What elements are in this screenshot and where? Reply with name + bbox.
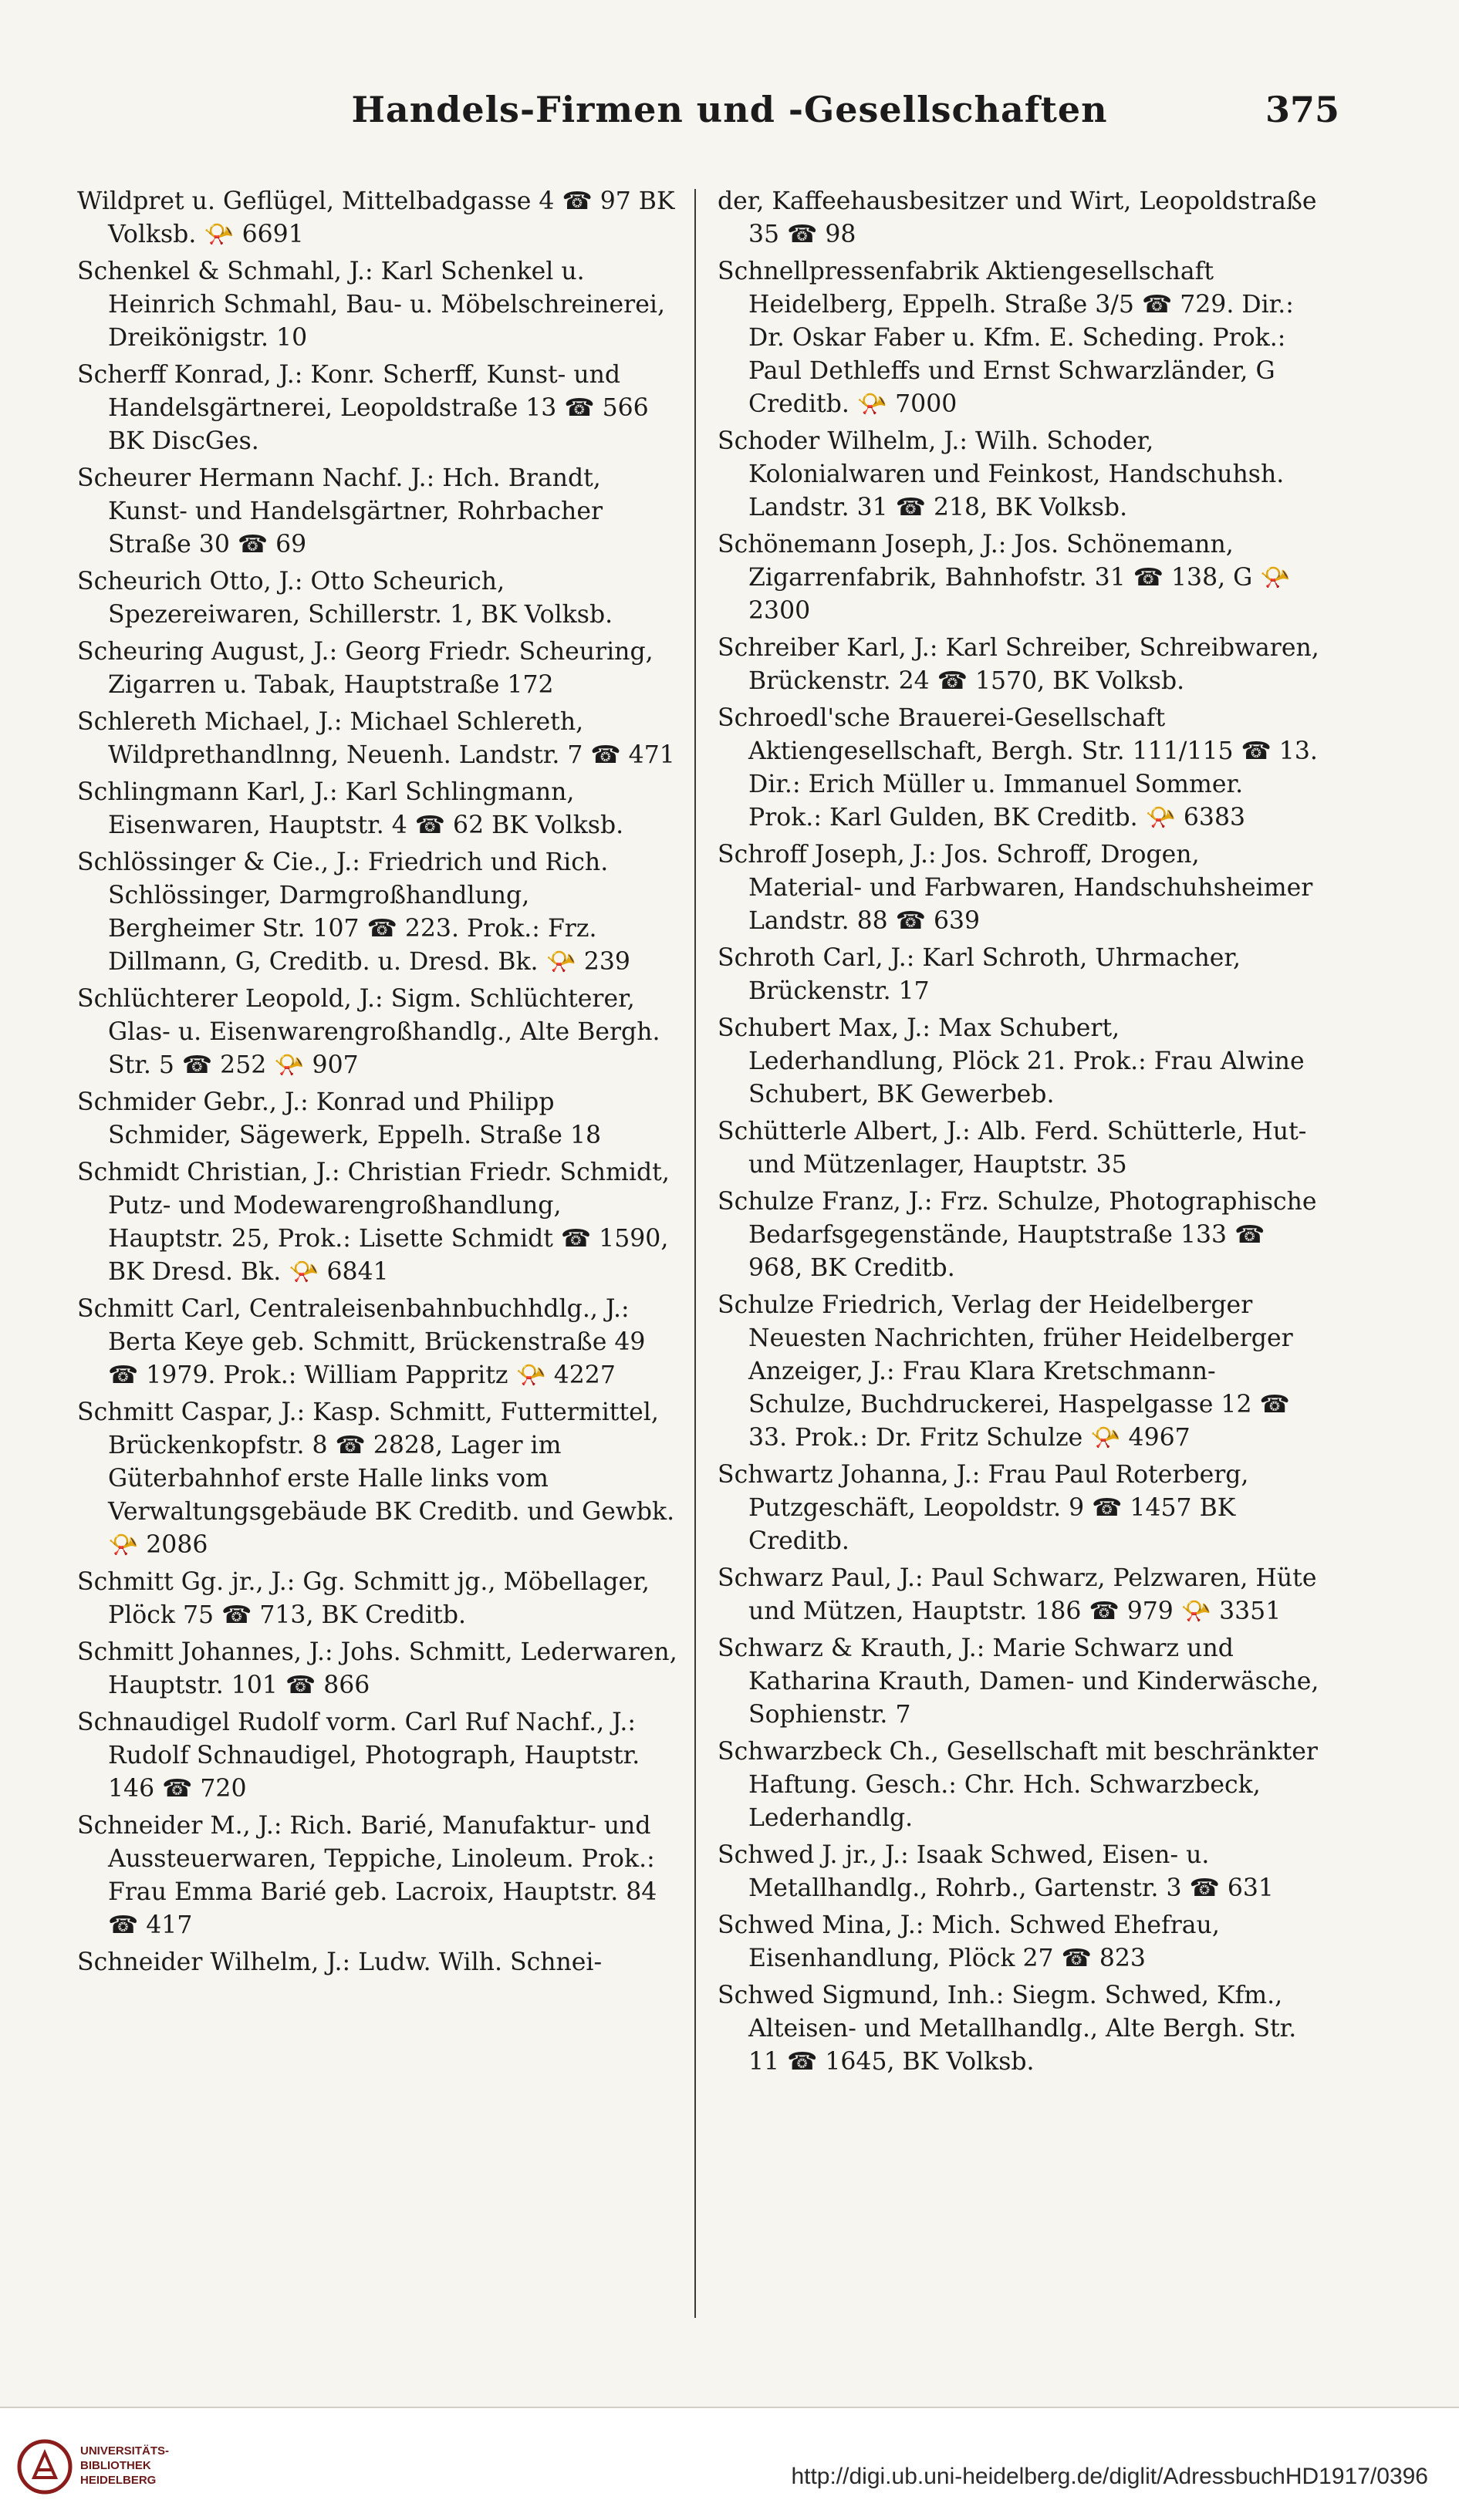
directory-entry: Schütterle Albert, J.: Alb. Ferd. Schütterle, Hut- und Mützenlager, Hauptstr. 35 (718, 1118, 1307, 1179)
directory-entry: Schreiber Karl, J.: Karl Schreiber, Schreibwaren, Brückenstr. 24 ☎ 1570, BK Volksb. (718, 634, 1319, 695)
directory-entry: Schönemann Joseph, J.: Jos. Schönemann, Zigarrenfabrik, Bahnhofstr. 31 ☎ 138, G 📯 2300 (718, 531, 1291, 625)
directory-entry: Wildpret u. Geflügel, Mittelbadgasse 4 ☎ 97 BK Volksb. 📯 6691 (77, 187, 675, 248)
directory-entry: Schwed Sigmund, Inh.: Siegm. Schwed, Kfm., Alteisen- und Metallhandlg., Alte Bergh. Str. 11 ☎ 1645, BK Volksb. (718, 1982, 1297, 2076)
directory-entry: Scherff Konrad, J.: Konr. Scherff, Kunst- und Handelsgärtnerei, Leopoldstraße 13 ☎ 566 BK DiscGes. (77, 361, 649, 455)
directory-entry: Schenkel & Schmahl, J.: Karl Schenkel u. Heinrich Schmahl, Bau- u. Möbelschreinerei, Dreikönigstr. 10 (77, 258, 665, 352)
library-logo[interactable] (17, 2439, 187, 2501)
library-name (80, 2444, 169, 2488)
directory-entry: Scheurich Otto, J.: Otto Scheurich, Spezereiwaren, Schillerstr. 1, BK Volksb. (77, 568, 613, 629)
source-url-link[interactable]: http://digi.ub.uni-heidelberg.de/diglit/AdressbuchHD1917/0396 (791, 2464, 1428, 2489)
directory-entry: Schmitt Johannes, J.: Johs. Schmitt, Lederwaren, Hauptstr. 101 ☎ 866 (77, 1638, 677, 1699)
directory-entry: Schlereth Michael, J.: Michael Schlereth, Wildprethandlnng, Neuenh. Landstr. 7 ☎ 471 (77, 708, 675, 769)
directory-entry: Schulze Franz, J.: Frz. Schulze, Photographische Bedarfsgegenstände, Hauptstraße 133 ☎ 968, BK Creditb. (718, 1188, 1317, 1282)
directory-entry: Schoder Wilhelm, J.: Wilh. Schoder, Kolonialwaren und Feinkost, Handschuhsh. Landstr. 31 ☎ 218, BK Volksb. (718, 427, 1285, 521)
directory-entry: Schroedl'sche Brauerei-Gesellschaft Aktiengesellschaft, Bergh. Str. 111/115 ☎ 13. Dir.: Erich Müller u. Immanuel Sommer. Prok.: Karl Gulden, BK Creditb. 📯 6383 (718, 704, 1318, 832)
directory-entry: Schneider Wilhelm, J.: Ludw. Wilh. Schnei- (77, 1948, 603, 1976)
left-column (77, 185, 679, 2322)
page-title: Handels-Firmen und -Gesellschaften (351, 89, 1108, 130)
page-header (0, 81, 1459, 150)
directory-entry: Schroth Carl, J.: Karl Schroth, Uhrmacher, Brückenstr. 17 (718, 944, 1241, 1005)
directory-entry: Schwarz Paul, J.: Paul Schwarz, Pelzwaren, Hüte und Mützen, Hauptstr. 186 ☎ 979 📯 3351 (718, 1564, 1317, 1625)
directory-entry: Schroff Joseph, J.: Jos. Schroff, Drogen, Material- und Farbwaren, Handschuhsheimer Landstr. 88 ☎ 639 (718, 841, 1313, 935)
directory-entry: Schmitt Gg. jr., J.: Gg. Schmitt jg., Möbellager, Plöck 75 ☎ 713, BK Creditb. (77, 1568, 650, 1629)
directory-entry: Schmitt Caspar, J.: Kasp. Schmitt, Futtermittel, Brückenkopfstr. 8 ☎ 2828, Lager im Güterbahnhof erste Halle links vom Verwaltungsgebäude BK Creditb. und Gewbk. 📯 2086 (77, 1398, 675, 1559)
directory-entry: Schlingmann Karl, J.: Karl Schlingmann, Eisenwaren, Hauptstr. 4 ☎ 62 BK Volksb. (77, 778, 624, 839)
directory-entry: Schmitt Carl, Centraleisenbahnbuchhdlg., J.: Berta Keye geb. Schmitt, Brückenstraße 49 ☎ 1979. Prok.: William Pappritz 📯 4227 (77, 1295, 646, 1389)
directory-entry: Schwarz & Krauth, J.: Marie Schwarz und Katharina Krauth, Damen- und Kinderwäsche, Sophienstr. 7 (718, 1634, 1319, 1729)
directory-entry: Schneider M., J.: Rich. Barié, Manufaktur- und Aussteuerwaren, Teppiche, Linoleum. Prok.: Frau Emma Barié geb. Lacroix, Hauptstr. 84 ☎ 417 (77, 1812, 657, 1939)
directory-entry: Schlössinger & Cie., J.: Friedrich und Rich. Schlössinger, Darmgroßhandlung, Bergheimer Str. 107 ☎ 223. Prok.: Frz. Dillmann, G, Creditb. u. Dresd. Bk. 📯 239 (77, 848, 630, 976)
directory-entry: Scheurer Hermann Nachf. J.: Hch. Brandt, Kunst- und Handelsgärtner, Rohrbacher Straße 30 ☎ 69 (77, 464, 603, 558)
directory-entry: Schwed J. jr., J.: Isaak Schwed, Eisen- u. Metallhandlg., Rohrb., Gartenstr. 3 ☎ 631 (718, 1841, 1274, 1902)
directory-entry: Schnellpressenfabrik Aktiengesellschaft Heidelberg, Eppelh. Straße 3/5 ☎ 729. Dir.: Dr. Oskar Faber u. Kfm. E. Scheding. Prok.: Paul Dethleffs und Ernst Schwarzländer, G Creditb. 📯 7000 (718, 258, 1294, 418)
directory-entry: Schnaudigel Rudolf vorm. Carl Ruf Nachf., J.: Rudolf Schnaudigel, Photograph, Hauptstr. 146 ☎ 720 (77, 1709, 640, 1803)
library-name-line: HEIDELBERG (80, 2474, 157, 2487)
directory-entry: Schwartz Johanna, J.: Frau Paul Roterberg, Putzgeschäft, Leopoldstr. 9 ☎ 1457 BK Creditb. (718, 1461, 1249, 1555)
library-name-line: BIBLIOTHEK (80, 2459, 151, 2472)
directory-entry: Schmider Gebr., J.: Konrad und Philipp Schmider, Sägewerk, Eppelh. Straße 18 (77, 1088, 602, 1149)
directory-entry: Schlüchterer Leopold, J.: Sigm. Schlüchterer, Glas- u. Eisenwarengroßhandlg., Alte Bergh. Str. 5 ☎ 252 📯 907 (77, 985, 660, 1079)
directory-entry: Schmidt Christian, J.: Christian Friedr. Schmidt, Putz- und Modewarengroßhandlung, Hauptstr. 25, Prok.: Lisette Schmidt ☎ 1590, BK Dresd. Bk. 📯 6841 (77, 1159, 670, 1286)
column-divider (694, 189, 696, 2318)
right-column (718, 185, 1319, 2322)
directory-entry: Schubert Max, J.: Max Schubert, Lederhandlung, Plöck 21. Prok.: Frau Alwine Schubert, BK Gewerbeb. (718, 1014, 1305, 1108)
library-seal-icon (17, 2439, 73, 2495)
library-name-line: UNIVERSITÄTS- (80, 2444, 170, 2458)
page-number: 375 (1265, 89, 1339, 130)
directory-entry: Schwed Mina, J.: Mich. Schwed Ehefrau, Eisenhandlung, Plöck 27 ☎ 823 (718, 1911, 1220, 1972)
directory-entry: Schwarzbeck Ch., Gesellschaft mit beschränkter Haftung. Gesch.: Chr. Hch. Schwarzbeck, Lederhandlg. (718, 1738, 1318, 1832)
directory-entry: Scheuring August, J.: Georg Friedr. Scheuring, Zigarren u. Tabak, Hauptstraße 172 (77, 638, 654, 699)
directory-entry: der, Kaffeehausbesitzer und Wirt, Leopoldstraße 35 ☎ 98 (718, 187, 1317, 248)
directory-entry: Schulze Friedrich, Verlag der Heidelberger Neuesten Nachrichten, früher Heidelberger Anzeiger, J.: Frau Klara Kretschmann-Schulze, Buchdruckerei, Haspelgasse 12 ☎ 33. Prok.: Dr. Fritz Schulze 📯 4967 (718, 1291, 1293, 1452)
page-footer (0, 2407, 1459, 2520)
